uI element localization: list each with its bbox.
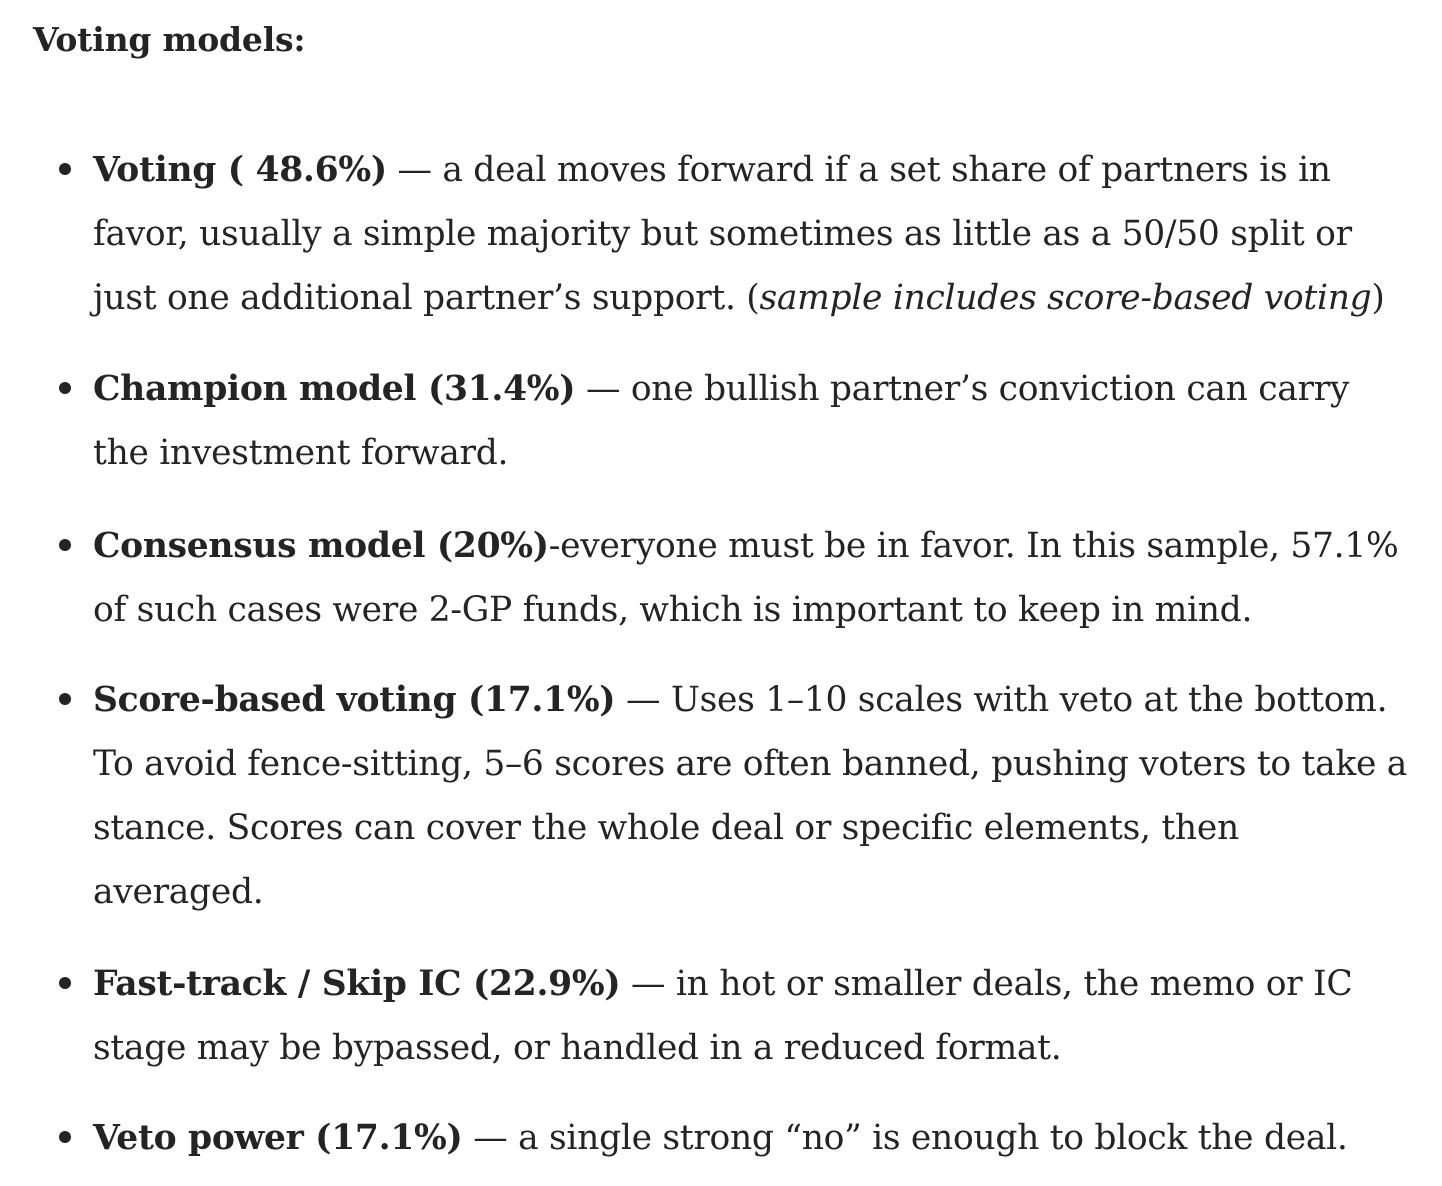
list-item-consensus-model xyxy=(93,514,1413,642)
item-term: Veto power (17.1%) xyxy=(93,1118,463,1158)
item-description: -everyone must be in favor. In this sample, 57.1% of such cases were 2-GP funds, which is important to keep in mind. xyxy=(93,526,1399,630)
list-item-voting xyxy=(93,138,1413,330)
item-term: Consensus model (20%) xyxy=(93,526,549,566)
item-note: sample includes score-based voting xyxy=(759,278,1372,318)
item-term: Champion model (31.4%) xyxy=(93,369,576,409)
item-term: Score-based voting (17.1%) xyxy=(93,680,616,720)
item-description: — a deal moves forward if a set share of partners is in favor, usually a simple majority but sometimes as little as a 50/50 split or just one additional partner’s support. ( xyxy=(93,150,1352,318)
bullet-icon xyxy=(59,1131,71,1143)
list-item-champion-model xyxy=(93,357,1413,485)
item-description: — one bullish partner’s conviction can carry the investment forward. xyxy=(93,369,1350,473)
section-heading: Voting models: xyxy=(33,20,306,59)
bullet-icon xyxy=(59,539,71,551)
item-description: — in hot or smaller deals, the memo or IC stage may be bypassed, or handled in a reduced format. xyxy=(93,964,1353,1068)
list-item-fast-track xyxy=(93,952,1413,1080)
item-term: Fast-track / Skip IC (22.9%) xyxy=(93,964,621,1004)
list-item-score-based-voting xyxy=(93,668,1413,924)
bullet-icon xyxy=(59,977,71,989)
bullet-icon xyxy=(59,693,71,705)
item-description: — a single strong “no” is enough to block the deal. xyxy=(462,1118,1348,1158)
item-term: Voting ( 48.6%) xyxy=(93,150,387,190)
bullet-icon xyxy=(59,382,71,394)
list-item-veto-power xyxy=(93,1106,1413,1170)
item-description: — Uses 1–10 scales with veto at the bottom. To avoid fence-sitting, 5–6 scores are often banned, pushing voters to take a stance. Scores can cover the whole deal or specific elements, then averaged. xyxy=(93,680,1408,912)
bullet-icon xyxy=(59,163,71,175)
item-note-close: ) xyxy=(1371,278,1385,318)
